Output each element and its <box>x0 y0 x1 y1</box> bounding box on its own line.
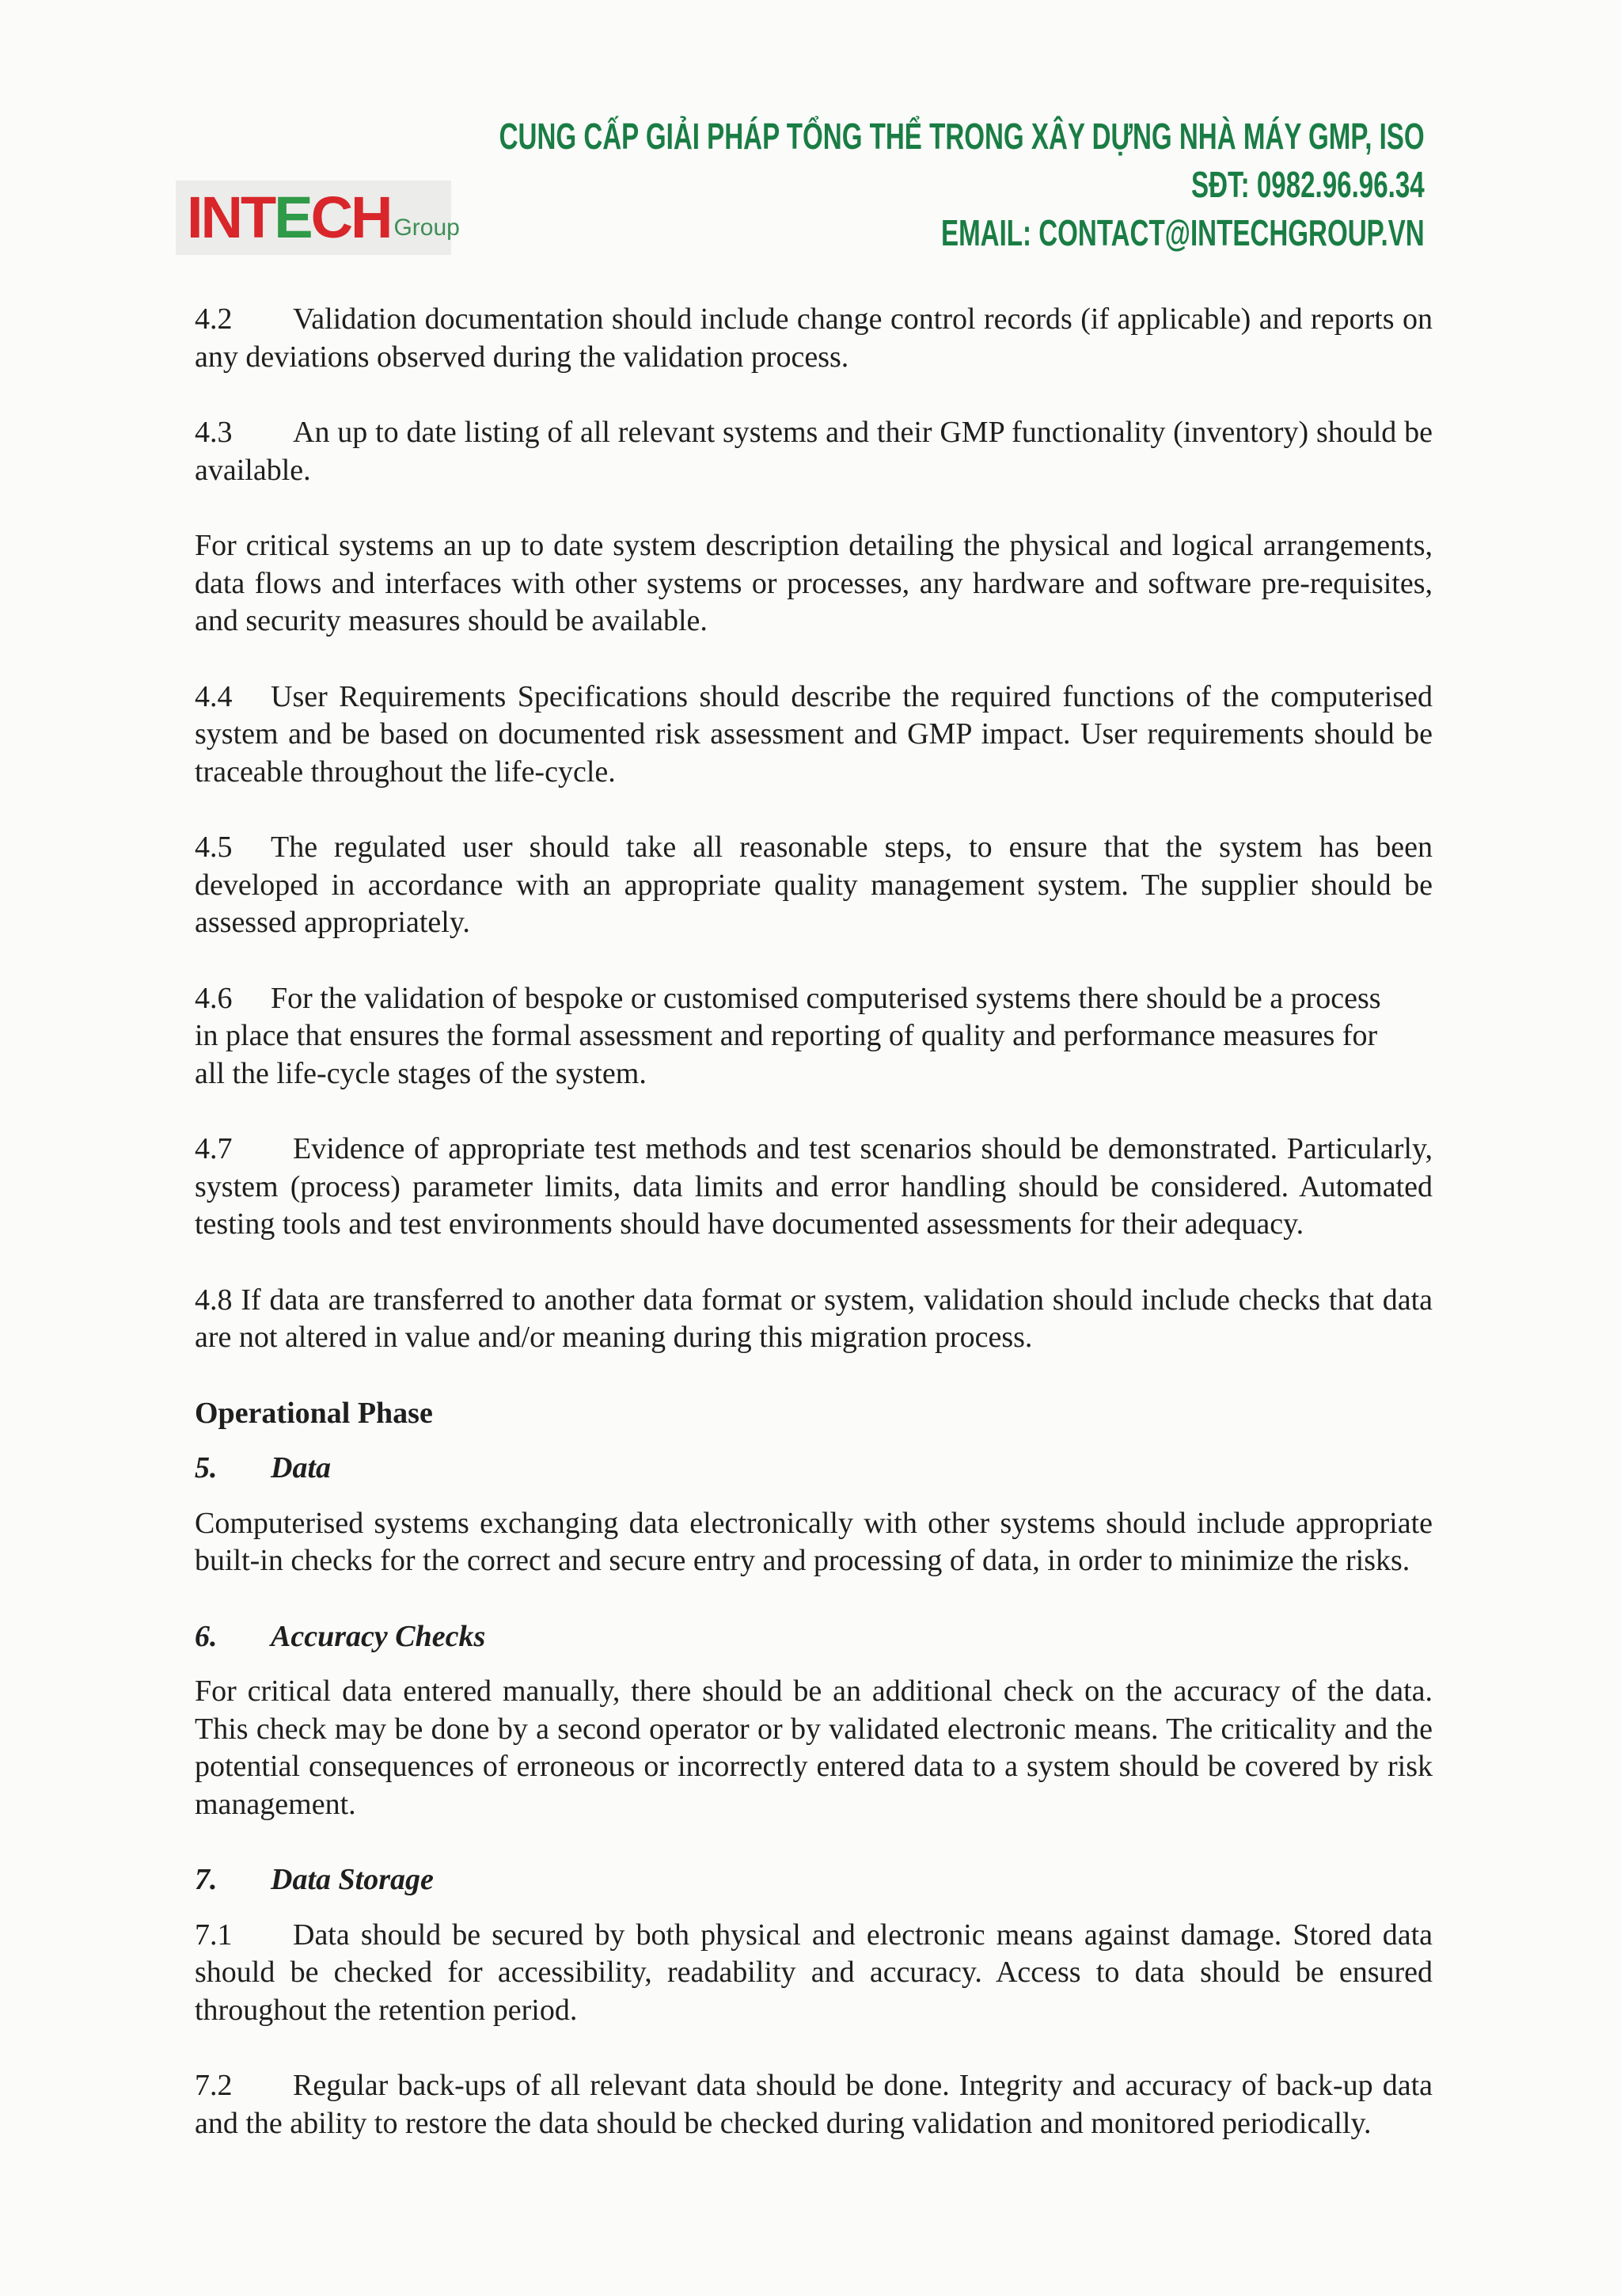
paragraph-text: Validation documentation should include change control records (if applicable) and reports on any deviations observed during the validation process. <box>195 302 1433 374</box>
section-number: 6. <box>195 1619 218 1653</box>
paragraph-4-2 <box>195 301 1433 376</box>
section-title: Data <box>271 1451 331 1484</box>
header-phone: SĐT: 0982.96.96.34 <box>1191 164 1425 205</box>
paragraph-4-7 <box>195 1131 1433 1244</box>
paragraph-4-4 <box>195 679 1433 792</box>
paragraph-text: Data should be secured by both physical and electronic means against damage. Stored data should be checked for accessibility, readability and accuracy. Access to data should be ensured throughout the retention period. <box>195 1918 1433 2027</box>
clause-number: 4.3 <box>195 416 233 449</box>
section-number: 5. <box>195 1451 218 1484</box>
section-heading-7 <box>195 1861 1433 1899</box>
paragraph-4-5 <box>195 829 1433 942</box>
header-tagline: CUNG CẤP GIẢI PHÁP TỔNG THỂ TRONG XÂY DỰNG NHÀ MÁY GMP, ISO <box>499 116 1425 157</box>
paragraph-4-3-critical-systems: For critical systems an up to date system description detailing the physical and logical arrangements, data flows and interfaces with other systems or processes, any hardware and software pre-requisites, and security measures should be available. <box>195 529 1433 637</box>
paragraph-4-6 <box>195 980 1433 1093</box>
clause-number: 4.6 <box>195 981 233 1015</box>
section-title: Accuracy Checks <box>271 1619 486 1653</box>
paragraph-text: Regular back-ups of all relevant data should be done. Integrity and accuracy of back-up data and the ability to restore the data should be checked during validation and monitored periodically. <box>195 2069 1433 2140</box>
section-heading-6 <box>195 1618 1433 1656</box>
logo-wordmark: INTECH <box>187 184 391 250</box>
paragraph-text: An up to date listing of all relevant systems and their GMP functionality (inventory) should be available. <box>195 416 1433 487</box>
clause-number: 4.2 <box>195 302 233 336</box>
paragraph-4-8: 4.8 If data are transferred to another data format or system, validation should include checks that data are not altered in value and/or meaning during this migration process. <box>195 1283 1433 1354</box>
clause-number: 7.2 <box>195 2069 233 2102</box>
clause-number: 7.1 <box>195 1918 233 1952</box>
paragraph-4-3 <box>195 414 1433 489</box>
header-email: EMAIL: CONTACT@INTECHGROUP.VN <box>941 212 1425 253</box>
document-body <box>195 301 1433 2142</box>
page-header <box>0 0 1621 269</box>
clause-number: 4.5 <box>195 831 233 864</box>
paragraph-text: Evidence of appropriate test methods and test scenarios should be demonstrated. Particularly, system (process) parameter limits, data limits and error handling should be considered. Automated testing tools and test environments should have documented assessments for their adequacy. <box>195 1132 1433 1241</box>
intech-group-logo <box>176 181 460 255</box>
paragraph-5: Computerised systems exchanging data electronically with other systems should include appropriate built-in checks for the correct and secure entry and processing of data, in order to minimize the risks. <box>195 1506 1433 1577</box>
section-title: Data Storage <box>271 1863 434 1896</box>
paragraph-6: For critical data entered manually, there should be an additional check on the accuracy of the data. This check may be done by a second operator or by validated electronic means. The criticality and the potential consequences of erroneous or incorrectly entered data to a system should be covered by risk management. <box>195 1674 1433 1821</box>
paragraph-7-2 <box>195 2067 1433 2142</box>
header-contact-block <box>499 112 1425 257</box>
paragraph-text: The regulated user should take all reasonable steps, to ensure that the system has been developed in accordance with an appropriate quality management system. The supplier should be assessed appropriately. <box>195 831 1433 939</box>
section-number: 7. <box>195 1863 218 1896</box>
clause-number: 4.7 <box>195 1132 233 1165</box>
paragraph-7-1 <box>195 1917 1433 2030</box>
clause-number: 4.4 <box>195 679 233 713</box>
section-heading-5 <box>195 1450 1433 1488</box>
logo-group-text: Group <box>393 215 460 241</box>
paragraph-text: For the validation of bespoke or customised computerised systems there should be a process in place that ensures the formal assessment and reporting of quality and performance measures for all the life-cycle stages of the system. <box>195 981 1381 1090</box>
section-heading-operational-phase: Operational Phase <box>195 1396 433 1430</box>
paragraph-text: User Requirements Specifications should describe the required functions of the computerised system and be based on documented risk assessment and GMP impact. User requirements should be traceable throughout the life-cycle. <box>195 679 1433 789</box>
